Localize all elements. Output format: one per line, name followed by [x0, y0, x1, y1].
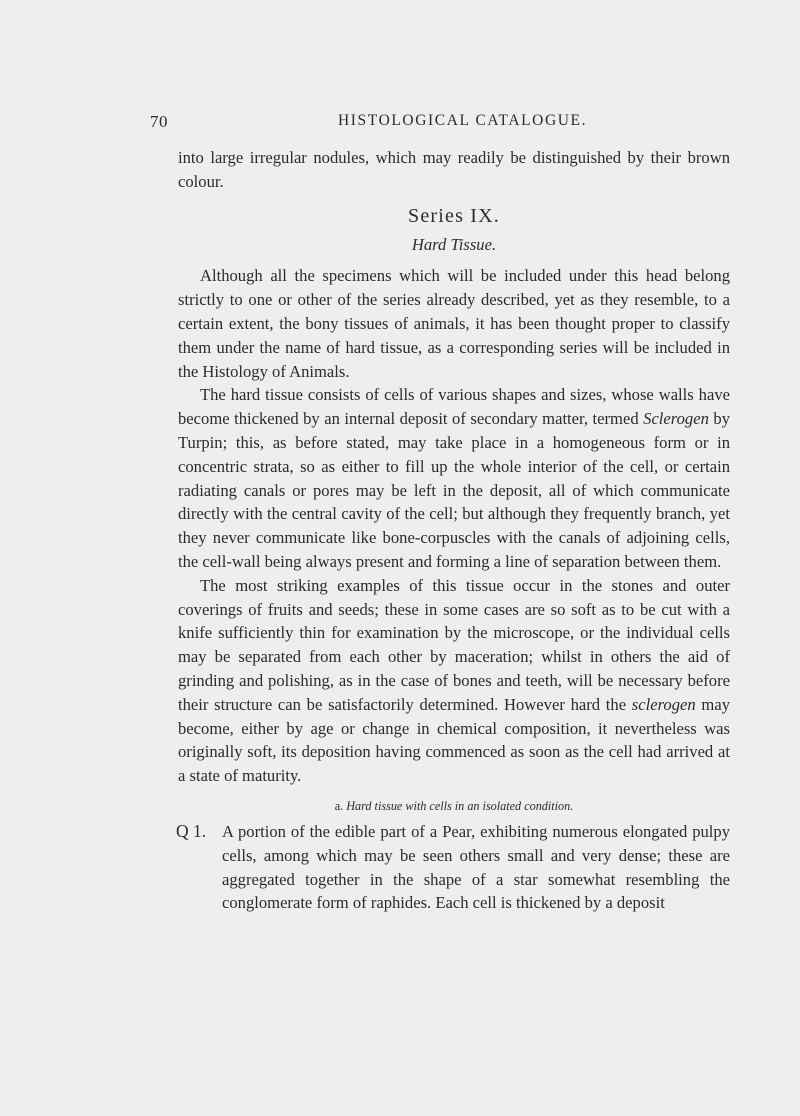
- paragraph-text: The most striking examples of this tissue occur in the stones and outer coverings of fruits and seeds; these in some cases are so soft as to be cut with a knife sufficiently thin for examination by the microscope, or the individual cells may be separated from each other by maceration; whilst in others the aid of grinding and polishing, as in the case of bones and teeth, will be necessary before their structure can be satisfactorily determined. However hard the: [178, 575, 730, 714]
- section-letter: a.: [334, 798, 344, 813]
- paragraph-text: may become, either by age or change in chemical composition, it nevertheless was originally soft, its deposition having commenced as soon as the cell had arrived at a state of maturity.: [178, 694, 731, 786]
- series-subtitle: Hard Tissue.: [411, 234, 497, 254]
- running-head: HISTOLOGICAL CATALOGUE.: [338, 112, 588, 129]
- section-heading: [178, 796, 730, 816]
- paragraph-text: The hard tissue consists of cells of various shapes and sizes, whose walls have become thickened by an internal deposit of secondary matter, termed: [178, 385, 730, 429]
- continuation-paragraph: into large irregular nodules, which may readily be distinguished by their brown colour.: [178, 148, 730, 191]
- italic-term: sclerogen: [631, 694, 696, 714]
- series-title: Series IX.: [408, 204, 500, 227]
- page-header: [150, 112, 730, 136]
- item-label: [176, 820, 212, 844]
- paragraph-intro: Although all the specimens which will be included under this head belong strictly to one or other of the series already described, yet as they resemble, to a certain extent, the bony tissues of animals, it has been thought proper to classify them under the name of hard tissue, as a corresponding series will be included in the Histology of Animals.: [178, 266, 730, 381]
- item-number: 1.: [193, 820, 207, 841]
- paragraph-text: by Turpin; this, as before stated, may take place in a homogeneous form or in concentric strata, so as either to fill up the whole interior of the cell, or certain radiating canals or pores may be left in the deposit, all of which communicate directly with the central cavity of the cell; but although they frequently branch, yet they never communicate like bone-corpuscles with the canals of adjoining cells, the cell-wall being always present and forming a line of separation between them.: [178, 409, 730, 571]
- page-body: [178, 146, 730, 915]
- item-letter: Q: [176, 820, 189, 841]
- section-title: Hard tissue with cells in an isolated condition.: [346, 798, 574, 813]
- item-text: A portion of the edible part of a Pear, exhibiting numerous elongated pulpy cells, among which may be seen others small and very dense; these are aggregated together in the shape of a star somewhat resembling the conglomerate form of raphides. Each cell is thickened by a deposit: [222, 821, 730, 913]
- catalogue-item: [178, 820, 730, 915]
- paragraph-sclerogen: [178, 383, 730, 573]
- italic-term: Sclerogen: [643, 409, 709, 429]
- paragraph-examples: [178, 574, 730, 788]
- page-number: 70: [150, 112, 168, 131]
